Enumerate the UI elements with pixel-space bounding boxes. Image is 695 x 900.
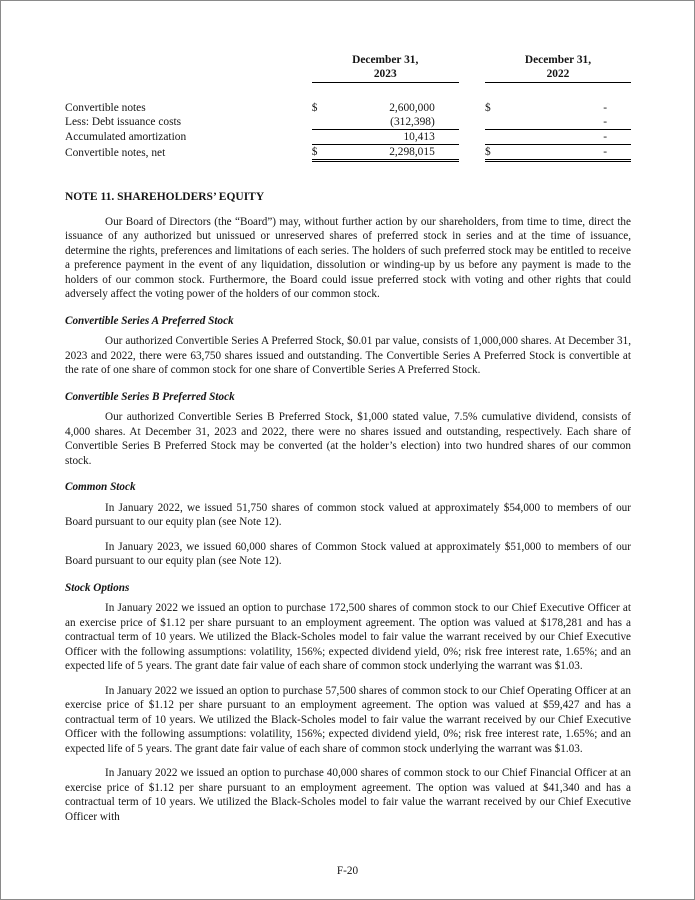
amount-2023: 2,600,000 — [389, 101, 435, 114]
header-line-1: December 31, — [352, 54, 419, 66]
col-header-dec-31-2023 — [312, 53, 459, 83]
currency-symbol-2023 — [312, 129, 328, 144]
currency-symbol-2022: $ — [484, 101, 491, 114]
amount-2023: (312,398) — [328, 115, 459, 130]
header-line-2: 2022 — [546, 67, 570, 80]
page-number: F-20 — [336, 865, 359, 877]
paragraph-stock-options-coo: In January 2022 we issued an option to purchase 57,500 shares of common stock to our Chief Operating Officer at an exercise price of $1.12 per share pursuant to an employment agreement. The option was valued at $59,427 and has a contractual term of 10 years. We utilized the Black-Scholes model to fair value the warrant received by our Chief Executive Officer with the following assumptions: volatility, 156%; expected dividend yield, 0%; risk free interest rate, 1.65%; and an expected life of 5 years. The grant date fair value of each share of common stock underlying the warrant was $1.03. — [65, 684, 631, 755]
col-header-dec-31-2022 — [485, 53, 631, 83]
currency-symbol-2023: $ — [311, 101, 318, 114]
paragraph-common-stock-2023: In January 2023, we issued 60,000 shares of Common Stock valued at approximately $51,000 to members of our Board pursuant to our equity plan (see Note 12). — [65, 540, 631, 567]
amount-2022: - — [501, 115, 631, 130]
currency-symbol-2023 — [312, 115, 328, 130]
amount-2022: - — [501, 144, 631, 160]
row-label: Convertible notes, net — [65, 147, 166, 159]
section-heading-series-b-preferred: Convertible Series B Preferred Stock — [65, 390, 235, 403]
paragraph-intro: Our Board of Directors (the “Board”) may, without further action by our shareholders, from time to time, direct the issuance of any authorized but unissued or unreserved shares of preferred stock in series and at the time of issuance, determine the rights, preferences and limitations of each series. The holders of such preferred stock may be entitled to receive a preference payment in the event of any liquidation, dissolution or winding-up by us before any payment is made to the holders of our common stock. Furthermore, the Board could issue preferred stock with voting and other rights that could adversely affect the voting power of the holders of our common stock. — [65, 215, 631, 300]
row-label: Convertible notes — [65, 101, 146, 114]
paragraph-common-stock-2022: In January 2022, we issued 51,750 shares of common stock valued at approximately $54,000 to members of our Board pursuant to our equity plan (see Note 12). — [65, 501, 631, 528]
currency-symbol-2022 — [485, 129, 501, 144]
table-row-accumulated-amortization — [65, 129, 631, 144]
table-header-row — [65, 53, 631, 83]
currency-symbol-2022: $ — [485, 144, 501, 160]
paragraph-stock-options-ceo: In January 2022 we issued an option to purchase 172,500 shares of common stock to our Chief Executive Officer at an exercise price of $1.12 per share pursuant to an employment agreement. The option was valued at $178,281 and has a contractual term of 10 years. We utilized the Black-Scholes model to fair value the warrant received by our Chief Executive Officer with the following assumptions: volatility, 156%; expected dividend yield, 0%; risk free interest rate, 1.65%; and an expected life of 5 years. The grant date fair value of each share of common stock underlying the warrant was $1.03. — [65, 602, 631, 672]
section-heading-stock-options: Stock Options — [65, 581, 130, 594]
row-label: Less: Debt issuance costs — [65, 116, 182, 128]
amount-2022: - — [501, 129, 631, 144]
header-line-1: December 31, — [524, 54, 592, 66]
currency-symbol-2022 — [485, 115, 501, 130]
table-row-debt-issuance-costs — [65, 115, 631, 130]
currency-symbol-2023: $ — [312, 144, 328, 160]
convertible-notes-table — [65, 53, 631, 162]
header-line-2: 2023 — [373, 67, 397, 80]
paragraph-stock-options-cfo: In January 2022 we issued an option to purchase 40,000 shares of common stock to our Chief Financial Officer at an exercise price of $1.12 per share pursuant to an employment agreement. The option was valued at $41,340 and has a contractual term of 10 years. We utilized the Black-Scholes model to fair value the warrant received by our Chief Executive Officer with — [65, 767, 631, 823]
section-heading-common-stock: Common Stock — [65, 481, 136, 493]
paragraph-series-a: Our authorized Convertible Series A Preferred Stock, $0.01 par value, consists of 1,000,000 shares. At December 31, 2023 and 2022, there were 63,750 shares issued and outstanding. The Convertible Series A Preferred Stock is convertible at the rate of one share of common stock for one share of Convertible Series A Preferred Stock. — [65, 335, 631, 376]
section-heading-series-a-preferred: Convertible Series A Preferred Stock — [65, 314, 234, 327]
amount-2023: 10,413 — [328, 129, 459, 144]
table-row-convertible-notes-net — [65, 144, 631, 160]
amount-2022: - — [603, 101, 607, 114]
table-row-convertible-notes — [65, 101, 631, 115]
note-title: NOTE 11. SHAREHOLDERS’ EQUITY — [65, 190, 265, 203]
row-label: Accumulated amortization — [65, 131, 187, 143]
paragraph-series-b: Our authorized Convertible Series B Preferred Stock, $1,000 stated value, 7.5% cumulative dividend, consists of 4,000 shares. At December 31, 2023 and 2022, there were no shares issued and outstanding, respectively. Each share of Convertible Series B Preferred Stock may be converted (at the holder’s election) into two hundred shares of our common stock. — [65, 411, 631, 467]
amount-2023: 2,298,015 — [328, 144, 459, 160]
